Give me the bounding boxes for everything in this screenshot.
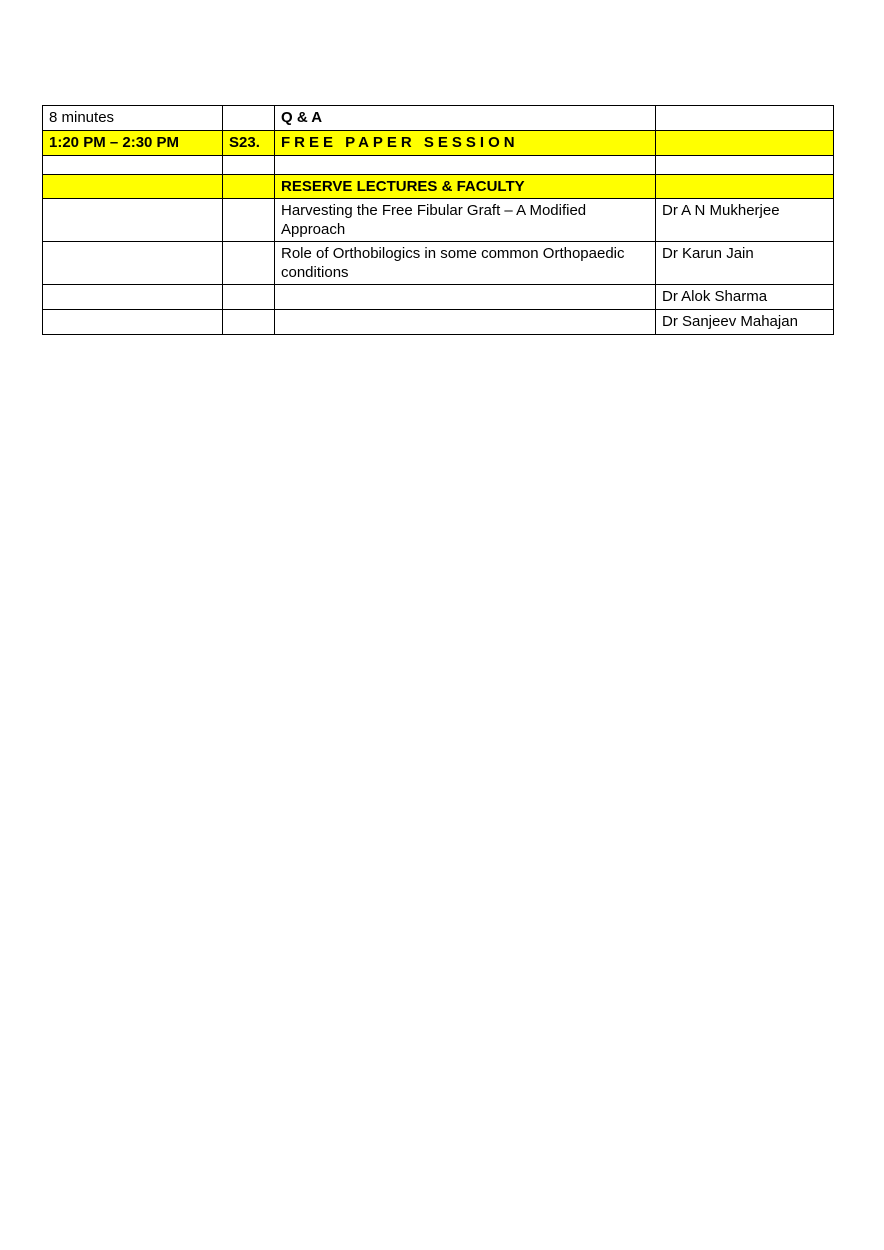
- cell-session-code: [223, 310, 275, 335]
- table-row: [43, 156, 834, 175]
- cell-faculty: Dr Karun Jain: [656, 242, 834, 285]
- cell-duration: 1:20 PM – 2:30 PM: [43, 131, 223, 156]
- cell-duration: 8 minutes: [43, 106, 223, 131]
- cell-duration: [43, 242, 223, 285]
- table-row: [43, 106, 834, 131]
- cell-title: RESERVE LECTURES & FACULTY: [275, 175, 656, 199]
- table-row: [43, 242, 834, 285]
- cell-duration: [43, 285, 223, 310]
- cell-faculty: Dr Sanjeev Mahajan: [656, 310, 834, 335]
- cell-session-code: [223, 242, 275, 285]
- table-row: [43, 285, 834, 310]
- cell-title: [275, 285, 656, 310]
- table-row: [43, 131, 834, 156]
- cell-title: [275, 156, 656, 175]
- cell-session-code: [223, 156, 275, 175]
- cell-title: Role of Orthobilogics in some common Orthopaedic conditions: [275, 242, 656, 285]
- cell-duration: [43, 310, 223, 335]
- cell-faculty: [656, 156, 834, 175]
- cell-faculty: Dr A N Mukherjee: [656, 199, 834, 242]
- cell-session-code: [223, 285, 275, 310]
- cell-session-code: [223, 199, 275, 242]
- cell-title: Q & A: [275, 106, 656, 131]
- cell-title: Harvesting the Free Fibular Graft – A Modified Approach: [275, 199, 656, 242]
- table-row: [43, 199, 834, 242]
- cell-faculty: [656, 175, 834, 199]
- cell-session-code: [223, 106, 275, 131]
- cell-duration: [43, 175, 223, 199]
- cell-faculty: [656, 106, 834, 131]
- cell-faculty: Dr Alok Sharma: [656, 285, 834, 310]
- cell-faculty: [656, 131, 834, 156]
- cell-title: [275, 310, 656, 335]
- cell-title: FREE PAPER SESSION: [275, 131, 656, 156]
- cell-duration: [43, 156, 223, 175]
- cell-session-code: S23.: [223, 131, 275, 156]
- table-row: [43, 175, 834, 199]
- schedule-table: [42, 105, 834, 335]
- cell-duration: [43, 199, 223, 242]
- table-row: [43, 310, 834, 335]
- cell-session-code: [223, 175, 275, 199]
